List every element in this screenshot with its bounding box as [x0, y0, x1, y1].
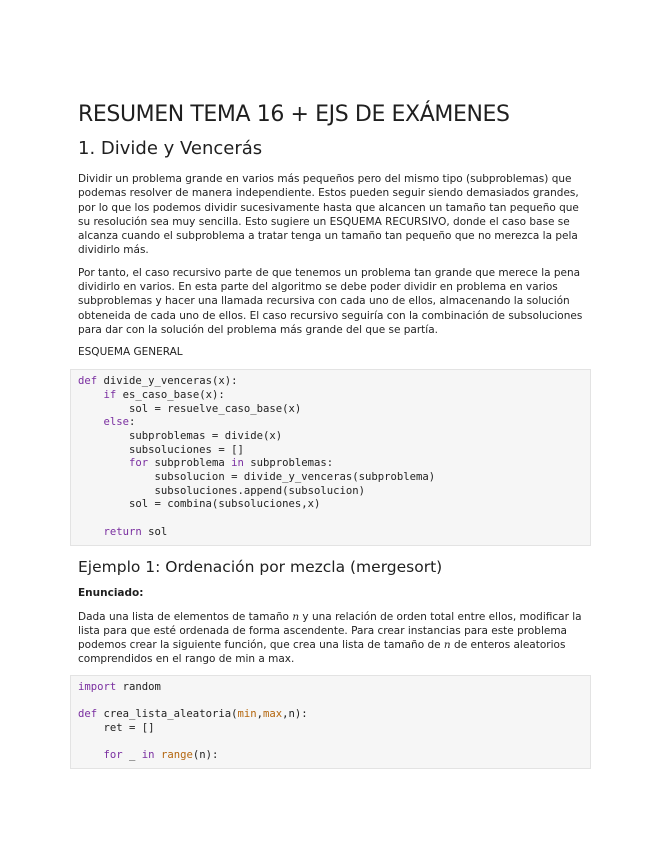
code-block — [70, 369, 591, 545]
code-text: es_caso_base(x): — [116, 388, 225, 401]
statement-text: Dada una lista de elementos de tamaño — [78, 610, 293, 623]
code-text: crea_lista_aleatoria( — [97, 708, 238, 721]
code-line — [78, 485, 583, 499]
code-text: sol — [141, 525, 168, 538]
statement-label: Enunciado: — [78, 586, 144, 599]
code-block — [70, 675, 591, 769]
code-keyword: return — [103, 525, 142, 538]
math-variable: n — [292, 610, 300, 623]
code-line — [78, 735, 583, 749]
code-line — [78, 681, 583, 695]
document-title: RESUMEN TEMA 16 + EJS DE EXÁMENES — [78, 102, 510, 127]
code-line — [78, 444, 583, 458]
code-text: subsoluciones = [] — [78, 443, 244, 456]
code-line — [78, 416, 583, 430]
code-line — [78, 526, 583, 540]
code-line — [78, 498, 583, 512]
paragraph: Dividir un problema grande en varios más pequeños pero del mismo tipo (subproblemas) que podemas resolver de manera independiente. Estos pueden seguir siendo demasiados grandes, por lo que los podemos dividir sucesivamente hasta que alcancen un tamaño tan pequeño que su resolución sea muy sencilla. Esto sugiere un ESQUEMA RECURSIVO, donde el caso base se alcanza cuando el subproblema a tratar tenga un tamaño tan pequeño que no merezca la pela dividirlo más. — [78, 173, 579, 257]
code-text — [78, 749, 104, 761]
statement-text: de enteros aleatorios comprendidos en el rango de min a max. — [78, 639, 566, 666]
statement-text: y una relación de orden total entre ellos, modificar la lista para que esté ordenada de forma ascendente. Para crear instancias para este problema podemos crear la siguiente función, que crea una lista de tamaño de — [78, 610, 582, 652]
code-text: subproblema — [148, 457, 232, 470]
code-keyword: for — [129, 457, 149, 470]
code-text — [78, 416, 104, 428]
code-line — [78, 457, 583, 471]
code-keyword: for — [103, 749, 123, 762]
section-heading: 1. Divide y Vencerás — [78, 138, 263, 159]
code-text: subproblemas: — [243, 457, 334, 470]
code-text — [78, 389, 104, 401]
code-line — [78, 389, 583, 403]
code-text: _ — [122, 749, 142, 762]
code-keyword: in — [141, 749, 155, 762]
code-text: divide_y_venceras(x): — [97, 375, 238, 388]
code-builtin: range — [160, 749, 193, 762]
code-builtin: max — [263, 708, 283, 721]
code-text: ,n): — [282, 708, 308, 721]
code-text: : — [129, 416, 136, 429]
code-text: , — [256, 708, 263, 721]
code-keyword: else — [103, 416, 130, 429]
statement-paragraph — [78, 610, 583, 667]
code-line — [78, 375, 583, 389]
code-line — [78, 403, 583, 417]
code-text: subproblemas = divide(x) — [78, 430, 283, 443]
code-text: sol = resuelve_caso_base(x) — [78, 402, 302, 415]
paragraph: Por tanto, el caso recursivo parte de que tenemos un problema tan grande que merece la pena dividirlo en varios. En esta parte del algoritmo se debe poder dividir en problema en varios subproblemas y hacer una llamada recursiva con cada uno de ellos, almacenando la solución obteneida de cada uno de ellos. El caso recursivo seguiría con la combinación de subsoluciones para dar con la solución del problema más grande del que se partía. — [78, 266, 583, 336]
code-text: subsolucion = divide_y_venceras(subproblema) — [78, 471, 436, 484]
code-line — [78, 471, 583, 485]
code-line — [78, 722, 583, 736]
code-line — [78, 512, 583, 526]
code-text — [78, 526, 104, 538]
code-line — [78, 694, 583, 708]
code-keyword: def — [78, 708, 98, 721]
code-text: ret = [] — [78, 721, 155, 734]
code-keyword: in — [231, 457, 244, 470]
code-line — [78, 708, 583, 722]
math-variable: n — [443, 639, 451, 652]
code-text: random — [116, 680, 161, 693]
code-text: subsoluciones.append(subsolucion) — [78, 484, 366, 497]
example-heading: Ejemplo 1: Ordenación por mezcla (mergesort) — [78, 557, 443, 576]
code-keyword: import — [78, 680, 117, 693]
code-text: (n): — [192, 749, 219, 762]
document-content — [78, 100, 583, 779]
code-text — [78, 457, 129, 469]
code-text: sol = combina(subsoluciones,x) — [78, 498, 321, 511]
schema-label: ESQUEMA GENERAL — [78, 346, 183, 359]
code-keyword: if — [103, 388, 117, 401]
code-line — [78, 749, 583, 763]
code-keyword: def — [78, 375, 98, 388]
code-line — [78, 430, 583, 444]
code-builtin: min — [237, 708, 257, 721]
